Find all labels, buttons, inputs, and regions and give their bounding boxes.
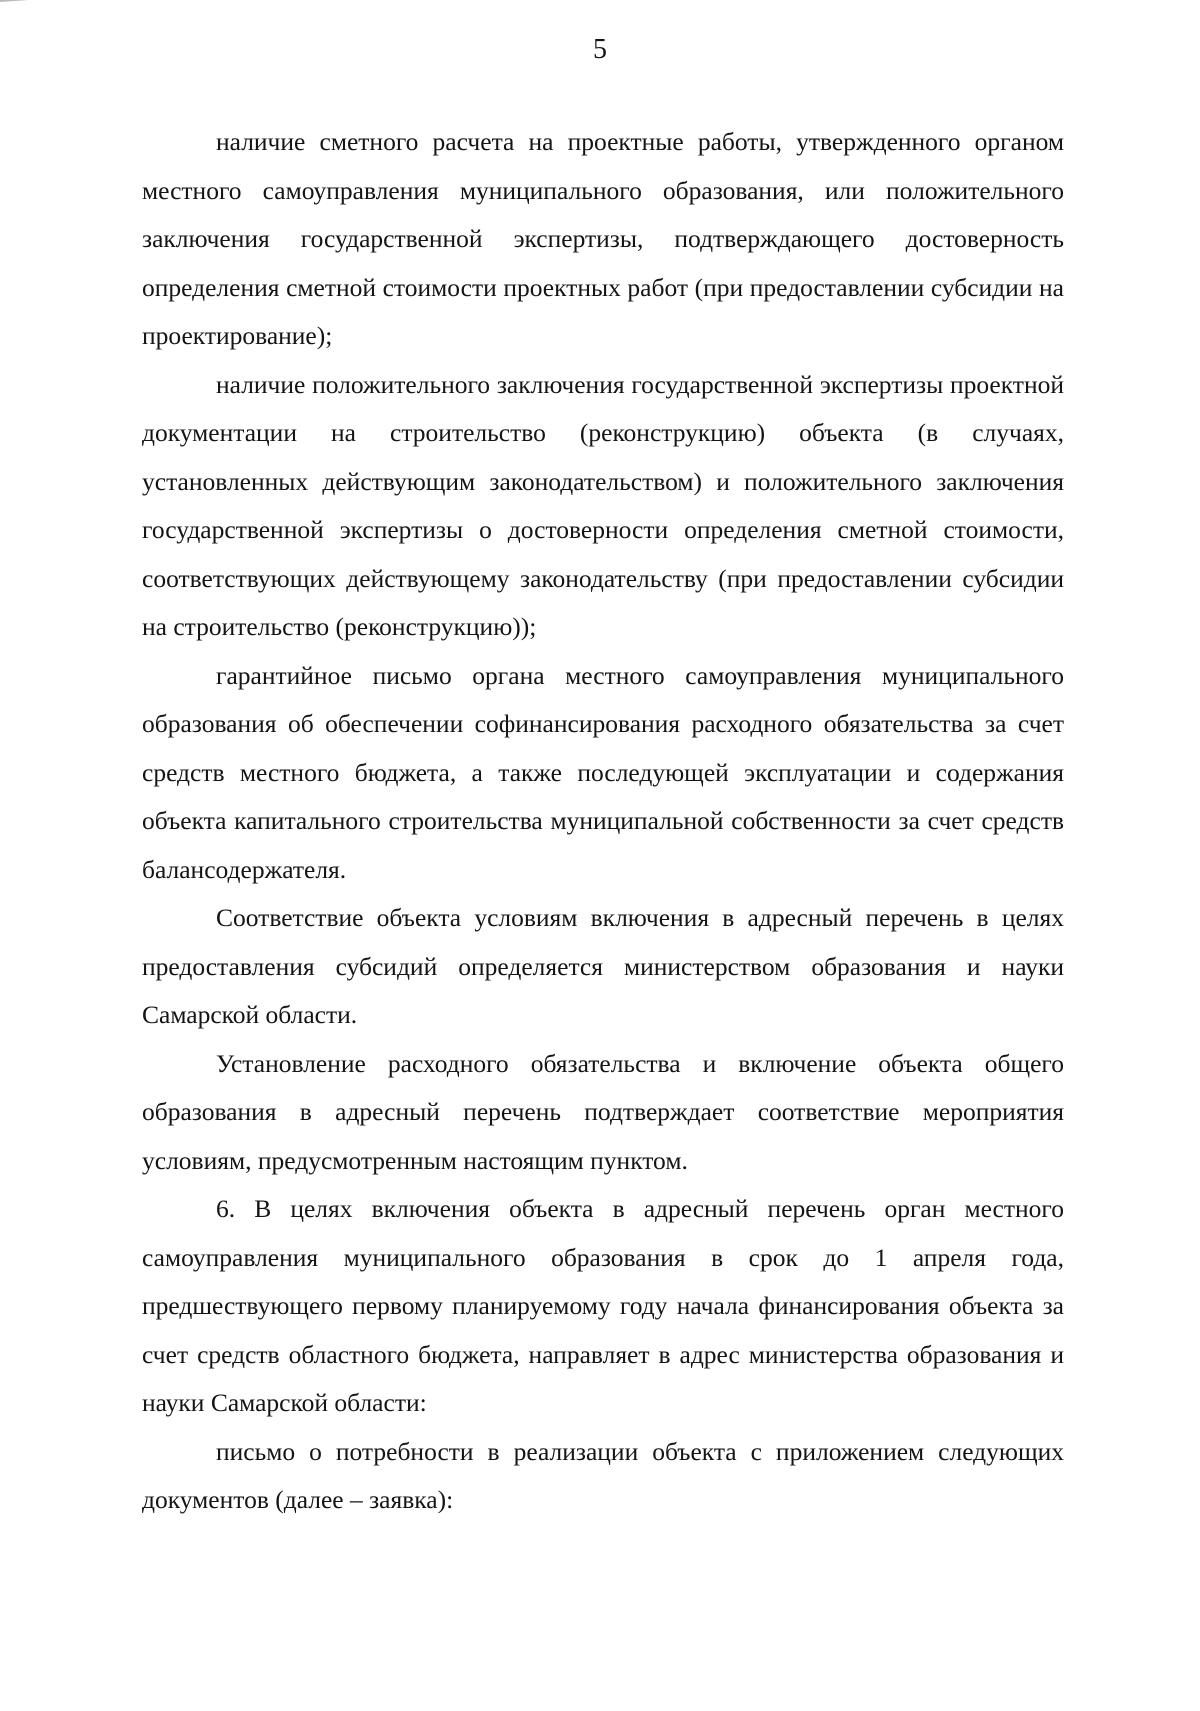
paragraph-request-letter: письмо о потребности в реализации объекта с приложением следующих документов (далее – заявка): [142, 1436, 1064, 1514]
paragraph-expertise-conclusion: наличие положительного заключения государственной экспертизы проектной документации на строительство (реконструкцию) объекта (в случаях, установленных действующим законодательством) и положительного заключения государственной экспертизы о достоверности определения сметной стоимости, соответствующих действующему законодательству (при предоставлении субсидии на строительство (реконструкцию)); [142, 369, 1064, 641]
paragraph-item-6: 6. В целях включения объекта в адресный перечень орган местного самоуправления муниципального образования в срок до 1 апреля года, предшествующего первому планируемому году начала финансирования объекта за счет средств областного бюджета, направляет в адрес министерства образования и науки Самарской области: [142, 1194, 1064, 1417]
document-body [142, 118, 1064, 1525]
paragraph-guarantee-letter: гарантийное письмо органа местного самоуправления муниципального образования об обеспечении софинансирования расходного обязательства за счет средств местного бюджета, а также последующей эксплуатации и содержания объекта капитального строительства муниципальной собственности за счет средств балансодержателя. [142, 660, 1064, 884]
page-number: 5 [593, 34, 607, 65]
paragraph-object-compliance: Соответствие объекта условиям включения в адресный перечень в целях предоставления субсидий определяется министерством образования и науки Самарской области. [142, 903, 1064, 1029]
paragraph-estimate-calculation: наличие сметного расчета на проектные работы, утвержденного органом местного самоуправления муниципального образования, или положительного заключения государственной экспертизы, подтверждающего достоверность определения сметной стоимости проектных работ (при предоставлении субсидии на проектирование); [142, 127, 1064, 350]
paragraph-expenditure-obligation: Установление расходного обязательства и включение объекта общего образования в адресный перечень подтверждает соответствие мероприятия условиям, предусмотренным настоящим пунктом. [142, 1048, 1064, 1175]
scan-edge-mark [0, 0, 38, 8]
